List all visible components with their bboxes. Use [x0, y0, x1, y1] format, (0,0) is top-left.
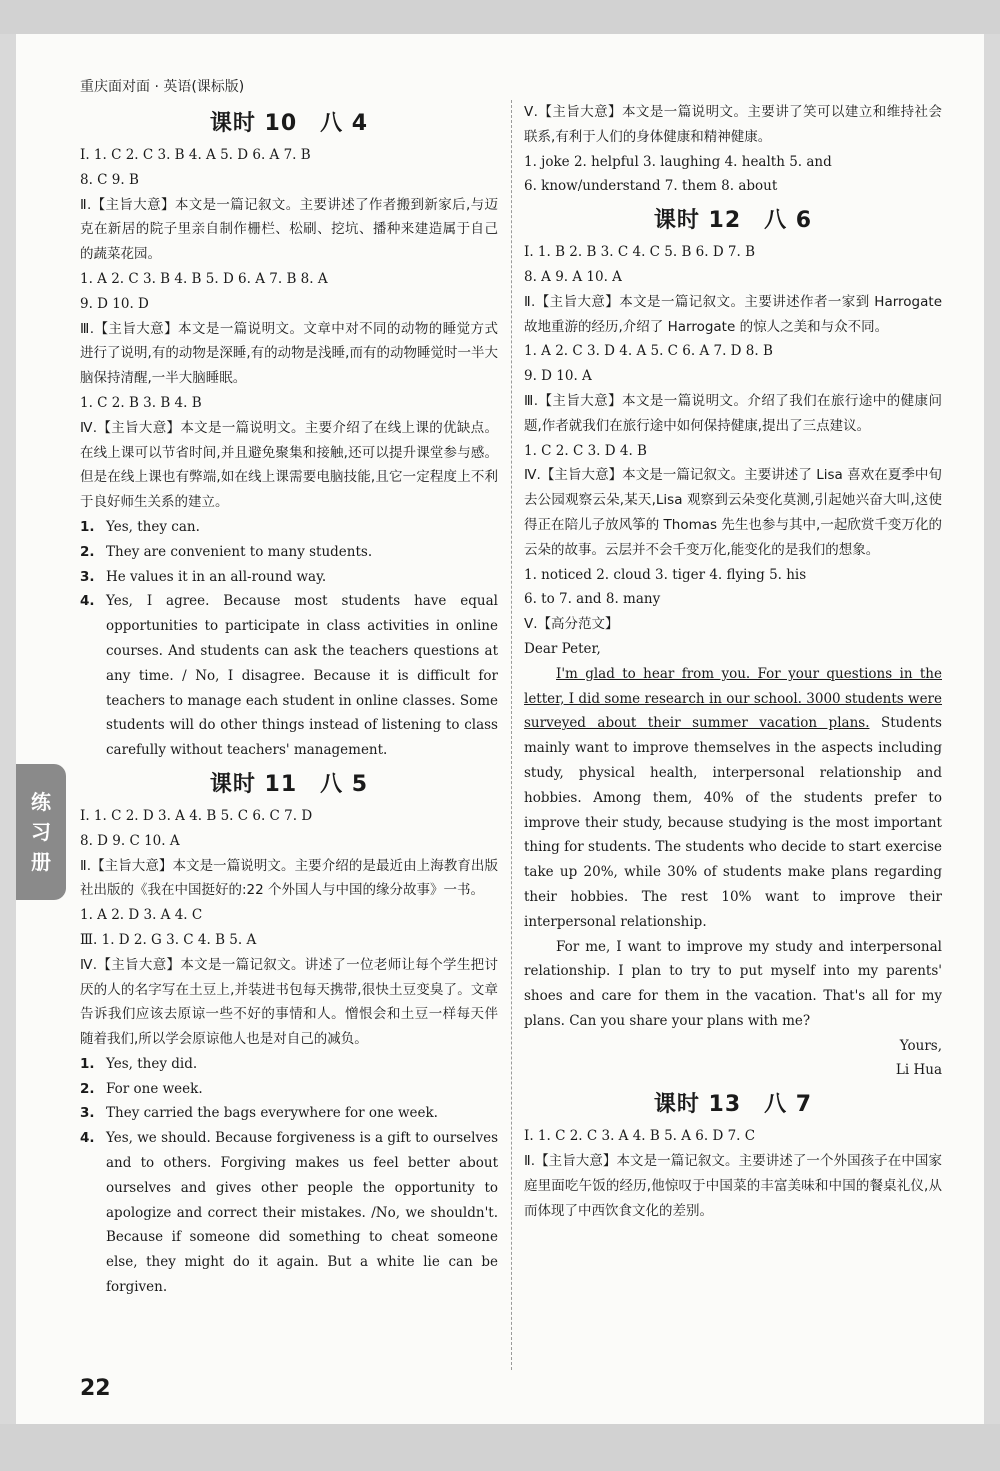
essay-paragraph-1	[524, 662, 942, 935]
right-column	[524, 100, 942, 1223]
page-number: 22	[80, 1376, 111, 1401]
workbook-side-tab	[16, 764, 66, 900]
lesson12-essay-heading: Ⅴ.【高分范文】	[524, 616, 619, 633]
essay-greeting: Dear Peter,	[524, 640, 601, 657]
essay-underlined-opening: I'm glad to hear from you. For your questions in the letter, I did some research in our school. 3000 students were surveyed about their summer vacation plans.	[524, 665, 942, 732]
column-divider	[511, 100, 512, 1370]
top-frame	[0, 0, 1000, 34]
lesson10-answers-2: 1. A 2. C 3. B 4. B 5. D 6. A 7. B 8. A	[80, 270, 328, 287]
lesson10-answers-3: 1. C 2. B 3. B 4. B	[80, 394, 202, 411]
lesson11-answers-2: 1. A 2. D 3. A 4. C	[80, 907, 203, 924]
essay-signature: Li Hua	[895, 1062, 942, 1079]
lesson11-summary-2: Ⅱ.【主旨大意】本文是一篇说明文。主要介绍的是最近由上海教育出版社出版的《我在中国挺好的:22 个外国人与中国的缘分故事》一书。	[80, 857, 498, 899]
book-header: 重庆面对面 · 英语(课标版)	[80, 79, 245, 95]
essay-paragraph-2: For me, I want to improve my study and interpersonal relationship. I plan to try to put myself into my parents' shoes and care for them in the vacation. That's all for my plans. Can you share your plans with me?	[524, 938, 942, 1029]
lesson12-answers-4a: 1. noticed 2. cloud 3. tiger 4. flying 5. his	[524, 566, 807, 583]
lesson12-summary-2: Ⅱ.【主旨大意】本文是一篇记叙文。主要讲述作者一家到 Harrogate 故地重游的经历,介绍了 Harrogate 的惊人之美和与众不同。	[524, 293, 942, 335]
side-tab-char-1: 练	[31, 790, 51, 814]
lesson12-answers-3: 1. C 2. C 3. D 4. B	[524, 442, 647, 459]
lesson12-answers-1b: 8. A 9. A 10. A	[524, 268, 622, 285]
lesson11-answers-5a: 1. joke 2. helpful 3. laughing 4. health 5. and	[524, 153, 832, 170]
lesson13-answers-1: Ⅰ. 1. C 2. C 3. A 4. B 5. A 6. D 7. C	[524, 1128, 756, 1145]
lesson12-answers-2b: 9. D 10. A	[524, 368, 592, 385]
lesson11-answers-1: Ⅰ. 1. C 2. D 3. A 4. B 5. C 6. C 7. D	[80, 807, 313, 824]
lesson11-title: 课时 11 八 5	[209, 771, 369, 797]
lesson11-answers-3: Ⅲ. 1. D 2. G 3. C 4. B 5. A	[80, 931, 257, 948]
lesson12-answers-1: Ⅰ. 1. B 2. B 3. C 4. C 5. B 6. D 7. B	[524, 244, 756, 261]
lesson10-answers-2b: 9. D 10. D	[80, 295, 149, 312]
essay-paragraph-1-rest: Students mainly want to improve themselves in the aspects including study, physical health, interpersonal relationship and hobbies. Among them, 40% of the students prefer to improve their study, because studying is the most important thing for students. The students who decide to start exercise take up 20%, while 30% of students make plans regarding their hobbies. The rest 10% want to improve their interpersonal relationship.	[524, 715, 942, 930]
lesson12-summary-4: Ⅳ.【主旨大意】本文是一篇记叙文。主要讲述了 Lisa 喜欢在夏季中旬去公园观察云朵,某天,Lisa 观察到云朵变化莫测,引起她兴奋大叫,这使得正在陪儿子放风筝的 Thomas 先生也参与其中,一起欣赏千变万化的云朵的故事。云层并不会千变万化,能变化的是我们的想象。	[524, 467, 942, 558]
lesson11-answers-1b: 8. D 9. C 10. A	[80, 832, 180, 849]
lesson10-q2: 2. They are convenient to many students.	[80, 543, 373, 560]
side-tab-char-2: 习	[31, 820, 51, 844]
lesson10-summary-2: Ⅱ.【主旨大意】本文是一篇记叙文。主要讲述了作者搬到新家后,与迈克在新居的院子里亲自制作栅栏、松刷、挖坑、播种来建造属于自己的蔬菜花园。	[80, 196, 498, 263]
essay-closing: Yours,	[899, 1037, 942, 1054]
lesson11-q2: 2. For one week.	[80, 1080, 203, 1097]
model-essay	[524, 637, 942, 1034]
bottom-frame	[0, 1424, 1000, 1471]
lesson12-summary-3: Ⅲ.【主旨大意】本文是一篇说明文。介绍了我们在旅行途中的健康问题,作者就我们在旅行途中如何保持健康,提出了三点建议。	[524, 392, 942, 434]
lesson12-answers-4b: 6. to 7. and 8. many	[524, 591, 661, 608]
lesson11-q1: 1. Yes, they did.	[80, 1055, 198, 1072]
lesson10-answers-1: Ⅰ. 1. C 2. C 3. B 4. A 5. D 6. A 7. B	[80, 147, 311, 163]
lesson10-q3: 3. He values it in an all-round way.	[80, 568, 327, 585]
left-column	[80, 102, 498, 1300]
lesson11-q4: 4. Yes, we should. Because forgiveness is a gift to ourselves and to others. Forgiving makes us feel better about ourselves and gives other people the opportunity to apologize and correct their mistakes. /No, we shouldn't. Because if someone did something to cheat someone else, they might do it again. But a white lie can be forgiven.	[80, 1130, 498, 1296]
side-tab-char-3: 册	[31, 850, 51, 874]
lesson11-q3: 3. They carried the bags everywhere for one week.	[80, 1105, 438, 1122]
lesson10-q1: 1. Yes, they can.	[80, 518, 200, 535]
lesson13-title: 课时 13 八 7	[653, 1092, 813, 1118]
lesson10-title: 课时 10 八 4	[209, 111, 369, 136]
lesson11-summary-5: Ⅴ.【主旨大意】本文是一篇说明文。主要讲了笑可以建立和维持社会联系,有利于人们的身体健康和精神健康。	[524, 104, 942, 145]
lesson11-summary-4: Ⅳ.【主旨大意】本文是一篇记叙文。讲述了一位老师让每个学生把讨厌的人的名字写在土豆上,并装进书包每天携带,很快土豆变臭了。文章告诉我们应该去原谅一些不好的事情和人。憎恨会和土豆一样每天伴随着我们,所以学会原谅他人也是对自己的减负。	[80, 956, 498, 1048]
lesson12-title: 课时 12 八 6	[653, 208, 813, 234]
lesson10-summary-3: Ⅲ.【主旨大意】本文是一篇说明文。文章中对不同的动物的睡觉方式进行了说明,有的动物是深睡,有的动物是浅睡,而有的动物睡觉时一半大脑保持清醒,一半大脑睡眠。	[80, 320, 498, 387]
lesson10-summary-4: Ⅳ.【主旨大意】本文是一篇说明文。主要介绍了在线上课的优缺点。在线上课可以节省时间,并且避免聚集和接触,还可以提升课堂参与感。但是在线上课也有弊端,如在线上课需要电脑技能,且它一定程度上不利于良好师生关系的建立。	[80, 419, 498, 511]
lesson13-summary-2: Ⅱ.【主旨大意】本文是一篇记叙文。主要讲述了一个外国孩子在中国家庭里面吃午饭的经历,他惊叹于中国菜的丰富美味和中国的餐桌礼仪,从而体现了中西饮食文化的差别。	[524, 1153, 942, 1219]
lesson10-q4: 4. Yes, I agree. Because most students have equal opportunities to participate in class activities in online courses. And students can ask the teachers questions at any time. / No, I disagree. Because it is difficult for teachers to manage each student in online classes. Some students will do other things instead of listening to class carefully without teachers' management.	[80, 593, 498, 759]
lesson11-answers-5b: 6. know/understand 7. them 8. about	[524, 178, 778, 195]
lesson12-answers-2: 1. A 2. C 3. D 4. A 5. C 6. A 7. D 8. B	[524, 343, 773, 360]
lesson10-answers-1b: 8. C 9. B	[80, 171, 139, 188]
